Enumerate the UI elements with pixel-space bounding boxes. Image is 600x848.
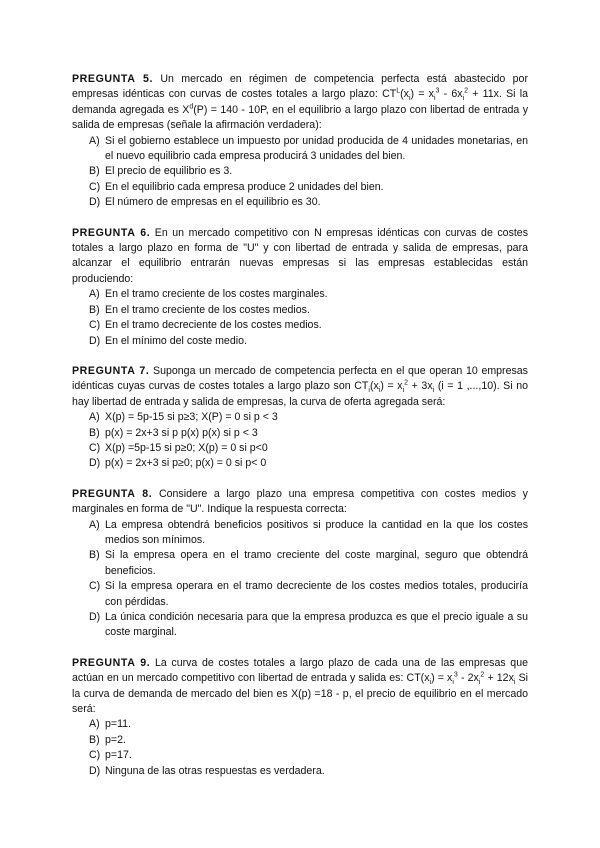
answer-option-c[interactable]: C) X(p) =5p-15 si p≥0; X(p) = 0 si p<0 (89, 441, 268, 454)
answer-option-a[interactable]: A) La empresa obtendrá beneficios positivos si produce la cantidad en la que los costes medios son mínimos. (89, 518, 528, 546)
answer-option-d[interactable]: D) El número de empresas en el equilibrio es 30. (89, 196, 321, 209)
question-label: PREGUNTA 6. (72, 226, 151, 239)
answer-options (72, 410, 528, 472)
question-9-statement: PREGUNTA 9. La curva de costes totales a largo plazo de cada una de las empresas que actúan en un mercado competitivo con libertad de entrada y salida es: $CT(x_i) = x_i^3 - 2x_i^2 + 12x_i$ Si la curva de demanda de mercado del bien es X(p) =18 - p, el precio de equilibrio en el mercado será: (72, 656, 528, 716)
answer-option-c[interactable]: C) En el equilibrio cada empresa produce 2 unidades del bien. (89, 180, 384, 193)
question-5 (72, 72, 528, 211)
question-8-statement: PREGUNTA 8. Considere a largo plazo una empresa competitiva con costes medios y marginales en forma de "U". Indique la respuesta correcta: (72, 487, 528, 516)
answer-option-a[interactable]: A) p=11. (89, 718, 132, 731)
answer-option-b[interactable]: B) Si la empresa opera en el tramo creciente del coste marginal, seguro que obtendrá beneficios. (89, 549, 528, 577)
answer-option-d[interactable]: D) p(x) = 2x+3 si p≥0; p(x) = 0 si p< 0 (89, 457, 267, 470)
question-5-statement: PREGUNTA 5. Un mercado en régimen de competencia perfecta está abastecido por empresas idénticas con curvas de costes totales a largo plazo: $CT^L(x_i) = x_i^3 - 6x_i^2 + 11x$. Si la demanda agregada es $X^d(P) = 140 - 10P$, en el equilibrio a largo plazo con libertad de entrada y salida de empresas (señale la afirmación verdadera): (72, 73, 528, 132)
question-6 (72, 226, 528, 349)
answer-options (72, 134, 528, 211)
answer-option-d[interactable]: D) La única condición necesaria para que la empresa produzca es que el precio iguale a su coste marginal. (89, 611, 528, 639)
question-9 (72, 656, 528, 779)
answer-option-b[interactable]: B) p(x) = 2x+3 si p p(x) p(x) si p < 3 (89, 426, 258, 439)
answer-option-a[interactable]: A) X(p) = 5p-15 si p≥3; X(P) = 0 si p < 3 (89, 411, 278, 424)
question-label: PREGUNTA 9. (72, 656, 151, 669)
answer-option-d[interactable]: D) En el mínimo del coste medio. (89, 334, 247, 347)
question-7-statement: PREGUNTA 7. Suponga un mercado de competencia perfecta en el que operan 10 empresas idénticas cuyas curvas de costes totales a largo plazo son $CT_i(x_i) = x_i^2 + 3x_i$ (i = 1 ,...,10). Si no hay libertad de entrada y salida de empresas, la curva de oferta agregada será: (72, 364, 528, 408)
answer-option-a[interactable]: A) Si el gobierno establece un impuesto por unidad producida de 4 unidades monetarias, en el nuevo equilibrio cada empresa producirá 3 unidades del bien. (89, 134, 528, 163)
question-8 (72, 487, 528, 641)
answer-option-b[interactable]: B) El precio de equilibrio es 3. (89, 165, 233, 178)
answer-option-a[interactable]: A) En el tramo creciente de los costes marginales. (89, 288, 328, 301)
question-label: PREGUNTA 8. (72, 487, 153, 500)
answer-options (72, 518, 528, 641)
answer-option-d[interactable]: D) Ninguna de las otras respuestas es verdadera. (89, 764, 325, 777)
question-7 (72, 364, 528, 472)
answer-option-b[interactable]: B) p=2. (89, 733, 126, 746)
answer-option-c[interactable]: C) p=17. (89, 749, 132, 762)
answer-option-b[interactable]: B) En el tramo creciente de los costes medios. (89, 303, 310, 316)
question-label: PREGUNTA 7. (72, 364, 150, 377)
cost-formula: $CT(x_i) = x_i^3 - 2x_i^2 + 12x_i$ (406, 671, 516, 687)
question-6-statement: PREGUNTA 6. En un mercado competitivo con N empresas idénticas con curvas de costes totales a largo plazo en forma de "U" y con libertad de entrada y salida de empresas, para alcanzar el equilibrio entrarán nuevas empresas si las empresas establecidas están produciendo: (72, 226, 528, 285)
answer-options (72, 287, 528, 349)
answer-options (72, 717, 528, 779)
exam-page (72, 72, 528, 794)
question-label: PREGUNTA 5. (72, 73, 154, 85)
answer-option-c[interactable]: C) En el tramo decreciente de los costes medios. (89, 319, 322, 332)
answer-option-c[interactable]: C) Si la empresa operara en el tramo decreciente de los costes medios totales, produciría con pérdidas. (89, 580, 528, 608)
